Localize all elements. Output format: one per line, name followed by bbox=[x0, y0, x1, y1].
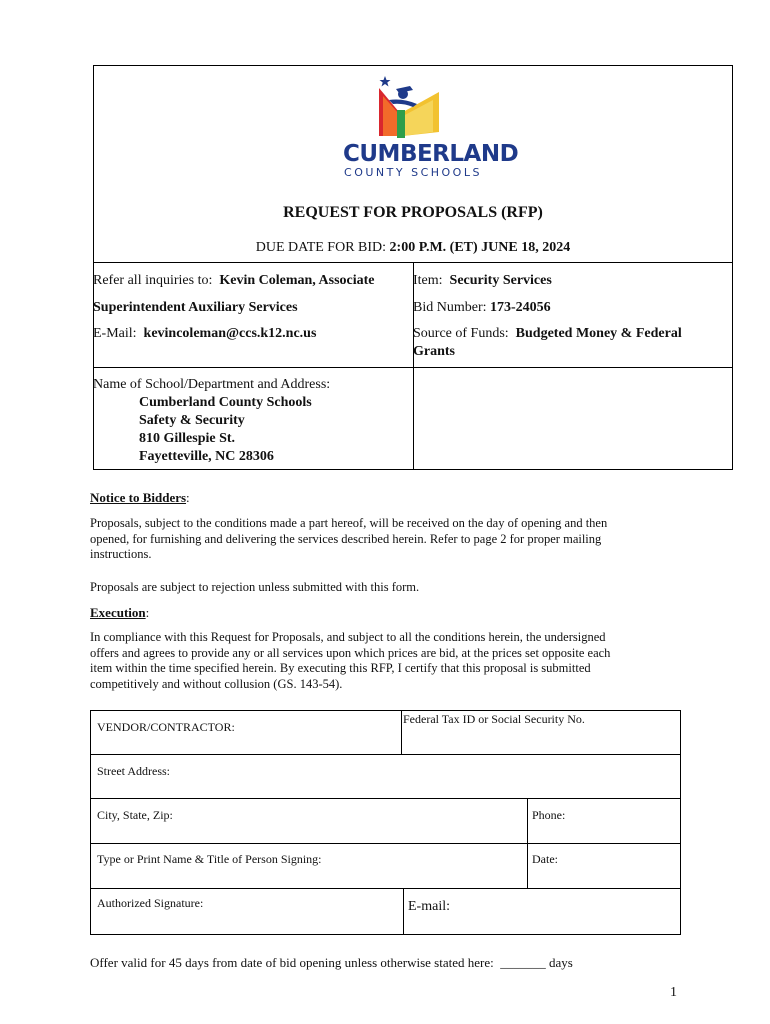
address-line: Cumberland County Schools bbox=[139, 395, 312, 410]
item-label: Item: bbox=[413, 273, 443, 288]
notice-heading: Notice to Bidders: bbox=[90, 490, 190, 505]
notice-paragraph bbox=[90, 516, 680, 563]
street-address-field[interactable]: Street Address: bbox=[97, 764, 170, 778]
phone-field[interactable]: Phone: bbox=[532, 808, 566, 822]
source-funds-line bbox=[413, 325, 682, 342]
execution-heading-text: Execution bbox=[90, 605, 146, 620]
email-line bbox=[93, 325, 316, 342]
source-funds-value-cont: Grants bbox=[413, 344, 455, 359]
divider bbox=[403, 888, 404, 934]
text-line: item within the time specified herein. By executing this RFP, I certify that this proposal is submitted bbox=[90, 661, 591, 675]
city-state-zip-field[interactable]: City, State, Zip: bbox=[97, 808, 173, 822]
due-date-value: 2:00 P.M. (ET) JUNE 18, 2024 bbox=[389, 240, 571, 255]
address-label: Name of School/Department and Address: bbox=[93, 377, 331, 392]
execution-heading: Execution: bbox=[90, 605, 150, 620]
email-label: E-Mail: bbox=[93, 326, 137, 341]
due-date-label: DUE DATE FOR BID: bbox=[255, 240, 387, 255]
signature-field[interactable]: Authorized Signature: bbox=[97, 896, 204, 910]
divider bbox=[527, 798, 528, 888]
address-line: Fayetteville, NC 28306 bbox=[139, 449, 274, 464]
divider bbox=[401, 711, 402, 754]
logo-name: CUMBERLAND bbox=[343, 141, 519, 167]
vendor-email-field[interactable]: E-mail: bbox=[408, 899, 450, 914]
source-funds-value: Budgeted Money & Federal bbox=[515, 326, 682, 341]
divider bbox=[413, 262, 414, 470]
address-line: Safety & Security bbox=[139, 413, 245, 428]
source-funds-label: Source of Funds: bbox=[413, 326, 509, 341]
logo-subname: COUNTY SCHOOLS bbox=[344, 166, 482, 179]
rejection-note: Proposals are subject to rejection unless submitted with this form. bbox=[90, 580, 420, 594]
text-line: In compliance with this Request for Proposals, and subject to all the conditions herein, the undersigned bbox=[90, 630, 606, 644]
bid-number-label: Bid Number: bbox=[413, 300, 487, 315]
inquiries-line bbox=[93, 272, 375, 289]
text-line: Proposals, subject to the conditions made a part hereof, will be received on the day of opening and then bbox=[90, 516, 608, 530]
tax-id-field[interactable]: Federal Tax ID or Social Security No. bbox=[403, 712, 585, 726]
divider bbox=[91, 798, 680, 799]
inquiries-contact-title: Superintendent Auxiliary Services bbox=[93, 300, 298, 315]
execution-paragraph bbox=[90, 630, 680, 692]
vendor-contractor-field[interactable]: VENDOR/CONTRACTOR: bbox=[97, 720, 235, 734]
offer-valid-note: Offer valid for 45 days from date of bid opening unless otherwise stated here: _______ days bbox=[90, 955, 573, 970]
text-line: instructions. bbox=[90, 547, 152, 561]
inquiries-contact: Kevin Coleman, Associate bbox=[219, 273, 375, 288]
inquiries-label: Refer all inquiries to: bbox=[93, 273, 213, 288]
due-date bbox=[93, 240, 733, 256]
bid-number-value: 173-24056 bbox=[490, 300, 551, 315]
item-value: Security Services bbox=[449, 273, 552, 288]
date-field[interactable]: Date: bbox=[532, 852, 558, 866]
address-line: 810 Gillespie St. bbox=[139, 431, 236, 446]
divider bbox=[91, 888, 680, 889]
item-line bbox=[413, 272, 552, 289]
divider bbox=[91, 843, 680, 844]
bid-number-line bbox=[413, 299, 551, 316]
page-number: 1 bbox=[670, 985, 677, 1000]
notice-heading-text: Notice to Bidders bbox=[90, 490, 187, 505]
text-line: competitively and without collusion (GS. 143-54). bbox=[90, 676, 343, 691]
text-line: opened, for furnishing and delivering the services described herein. Refer to page 2 for proper mailing bbox=[90, 531, 602, 546]
email-value: kevincoleman@ccs.k12.nc.us bbox=[143, 326, 317, 341]
page-title: REQUEST FOR PROPOSALS (RFP) bbox=[283, 204, 543, 221]
text-line: offers and agrees to provide any or all services upon which prices are bid, at the prices set opposite each bbox=[90, 645, 611, 660]
divider bbox=[91, 754, 680, 755]
name-title-field[interactable]: Type or Print Name & Title of Person Signing: bbox=[97, 852, 322, 866]
cumberland-logo bbox=[343, 74, 519, 184]
